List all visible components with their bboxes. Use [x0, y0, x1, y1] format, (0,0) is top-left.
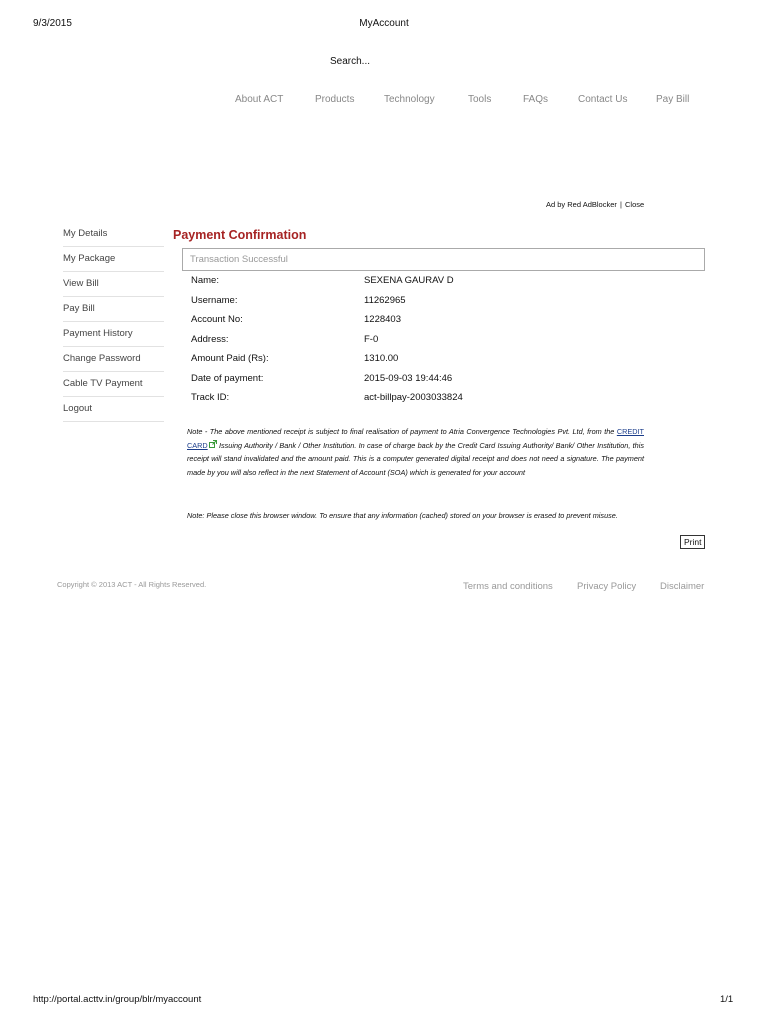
detail-label: Account No:	[191, 314, 243, 325]
nav-about-act[interactable]: About ACT	[235, 94, 284, 105]
sidebar-item-payment-history[interactable]: Payment History	[63, 322, 164, 347]
nav-contact-us[interactable]: Contact Us	[578, 94, 628, 105]
sidebar-item-view-bill[interactable]: View Bill	[63, 272, 164, 297]
receipt-note-text-end: Issuing Authority / Bank / Other Institution. In case of charge back by the Credit Card Issuing Authority/ Bank/ Other Institution, this receipt will stand invalidated and the amount paid. This is a computer generated digital receipt and does not need a signature. The payment made by you will also reflect in the next Statement of Account (SOA) which is generated for your account	[187, 440, 644, 477]
detail-row-address	[191, 334, 651, 354]
ad-notice-separator: |	[619, 200, 622, 209]
detail-row-account-no	[191, 314, 651, 334]
sidebar-item-my-details[interactable]: My Details	[63, 222, 164, 247]
detail-value: SEXENA GAURAV D	[364, 275, 454, 286]
detail-value: F-0	[364, 333, 379, 345]
detail-row-amount-paid	[191, 353, 651, 373]
sidebar-item-change-password[interactable]: Change Password	[63, 347, 164, 372]
print-header-date: 9/3/2015	[33, 18, 72, 29]
credit-card-link[interactable]: CREDIT CARD	[187, 427, 644, 450]
sidebar-item-cable-tv-payment[interactable]: Cable TV Payment	[63, 372, 164, 397]
detail-label: Name:	[191, 275, 219, 286]
footer-link-terms[interactable]: Terms and conditions	[463, 581, 553, 592]
payment-details	[191, 275, 651, 412]
sidebar-item-pay-bill[interactable]: Pay Bill	[63, 297, 164, 322]
sidebar-item-my-package[interactable]: My Package	[63, 247, 164, 272]
footer-link-disclaimer[interactable]: Disclaimer	[660, 581, 705, 592]
detail-label: Address:	[191, 333, 229, 345]
copyright-text: Copyright © 2013 ACT - All Rights Reserved.	[57, 580, 207, 589]
nav-faqs[interactable]: FAQs	[523, 94, 549, 105]
nav-pay-bill[interactable]: Pay Bill	[656, 94, 690, 105]
external-link-icon	[209, 439, 217, 453]
detail-value: 1310.00	[364, 353, 399, 364]
detail-value: 1228403	[364, 314, 401, 325]
detail-value: 2015-09-03 19:44:46	[364, 372, 453, 384]
browser-close-note: Note: Please close this browser window. To ensure that any information (cached) stored on your browser is erased to prevent misuse.	[187, 511, 618, 520]
detail-label: Username:	[191, 294, 238, 306]
print-header-title: MyAccount	[359, 18, 409, 29]
detail-label: Amount Paid (Rs):	[191, 353, 269, 364]
detail-row-track-id	[191, 392, 651, 412]
account-sidebar	[63, 222, 164, 422]
detail-row-date-of-payment	[191, 373, 651, 393]
top-navigation	[0, 94, 768, 108]
receipt-note	[187, 425, 644, 479]
nav-tools[interactable]: Tools	[468, 94, 492, 105]
search-input[interactable]: Search...	[330, 56, 371, 67]
print-footer-page-number: 1/1	[720, 994, 734, 1005]
print-button[interactable]: Print	[680, 535, 705, 549]
detail-row-username	[191, 295, 651, 315]
detail-label: Track ID:	[191, 392, 230, 403]
receipt-note-text-start: Note - The above mentioned receipt is subject to final realisation of payment to Atria Convergence Technologies Pvt. Ltd, from the	[187, 427, 617, 436]
detail-value: act-billpay-2003033824	[364, 392, 463, 403]
nav-products[interactable]: Products	[315, 94, 355, 105]
ad-notice-text: Ad by Red AdBlocker	[546, 200, 617, 209]
ad-close-link[interactable]: Close	[625, 200, 645, 209]
sidebar-item-logout[interactable]: Logout	[63, 397, 164, 422]
detail-label: Date of payment:	[191, 372, 264, 384]
ad-notice	[546, 200, 644, 209]
transaction-status-box: Transaction Successful	[182, 248, 705, 271]
print-footer-url: http://portal.acttv.in/group/blr/myaccount	[33, 994, 202, 1005]
detail-row-name	[191, 275, 651, 295]
nav-technology[interactable]: Technology	[384, 94, 435, 105]
page-title: Payment Confirmation	[173, 228, 307, 242]
detail-value: 11262965	[364, 294, 406, 306]
footer-link-privacy-policy[interactable]: Privacy Policy	[577, 581, 637, 592]
